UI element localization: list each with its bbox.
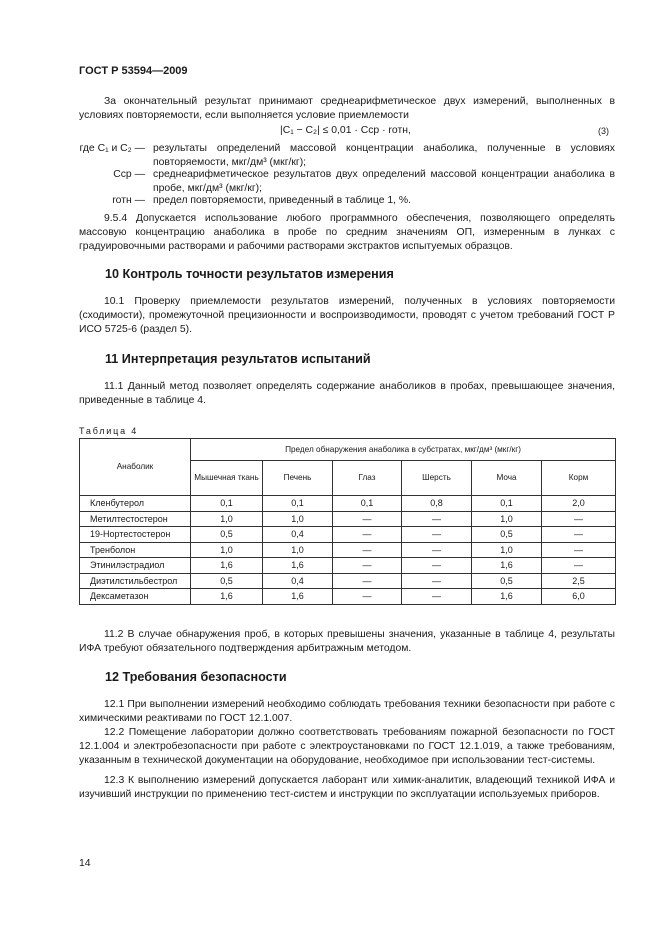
table-cell: — (542, 542, 616, 558)
column-header: Моча (472, 461, 542, 496)
table-cell: — (542, 527, 616, 543)
paragraph-10-1: 10.1 Проверку приемлемости результатов измерений, полученных в условиях повторяемости (сходимости), промежуточной прецизионности и воспроизводимости, проводят с учетом требований ГОСТ Р ИСО 5725-6 (раздел 5). (79, 296, 615, 336)
table-cell: 1,6 (472, 589, 542, 605)
table-cell: 1,0 (263, 542, 333, 558)
where-text: предел повторяемости, приведенный в таблице 1, %. (153, 195, 412, 206)
formula: |C₁ − C₂| ≤ 0,01 · Cср · rотн, (280, 125, 411, 136)
table-cell: — (542, 511, 616, 527)
table-cell: — (542, 558, 616, 574)
table-row (80, 573, 616, 589)
table-cell: 1,0 (191, 511, 263, 527)
anabolic-name: Дексаметазон (80, 589, 191, 605)
table-cell: 0,1 (333, 496, 402, 512)
document-header: ГОСТ Р 53594—2009 (79, 65, 188, 77)
table-cell: 6,0 (542, 589, 616, 605)
table-caption: Таблица 4 (79, 426, 138, 436)
paragraph-9-5-4: 9.5.4 Допускается использование любого программного обеспечения, позволяющего определять массовую концентрацию анаболика в пробе по средним значениям ОП, измеренным в лунках с градуировочными растворами и рабочими растворами экстрактов испытуемых образцов. (79, 213, 615, 253)
formula-number: (3) (598, 126, 609, 136)
table-cell: 1,0 (472, 542, 542, 558)
anabolic-name: Кленбутерол (80, 496, 191, 512)
table-cell: 1,6 (191, 589, 263, 605)
anabolic-name: 19-Нортестостерон (80, 527, 191, 543)
table-cell: 2,0 (542, 496, 616, 512)
paragraph-12-3: 12.3 К выполнению измерений допускается лаборант или химик-аналитик, владеющий техникой ИФА и изучивший инструкции по применению тест-систем и инструкции по эксплуатации используемых приборов. (79, 775, 615, 801)
table-cell: — (402, 573, 472, 589)
table-cell: — (333, 527, 402, 543)
table-cell: — (402, 542, 472, 558)
detection-limits-table (79, 438, 616, 605)
anabolic-name: Метилтестостерон (80, 511, 191, 527)
section-12-title: 12 Требования безопасности (105, 670, 287, 684)
table-cell: 0,8 (402, 496, 472, 512)
table-cell: 1,0 (472, 511, 542, 527)
group-header: Предел обнаружения анаболика в субстратах, мкг/дм³ (мкг/кг) (191, 439, 616, 461)
where-text: среднеарифметическое результатов двух определений массовой концентрации анаболика в пробе, мкг/дм³ (мкг/кг); (153, 169, 615, 195)
table-cell: — (402, 558, 472, 574)
table-row (80, 527, 616, 543)
table-cell: — (333, 558, 402, 574)
table-cell: 1,6 (263, 558, 333, 574)
paragraph-intro: За окончательный результат принимают среднеарифметическое двух измерений, выполненных в условиях повторяемости, если выполняется условие приемлемости (79, 96, 615, 122)
table-row (80, 542, 616, 558)
column-header: Мышечная ткань (191, 461, 263, 496)
table-cell: 1,6 (191, 558, 263, 574)
table-row (80, 496, 616, 512)
table-cell: 0,5 (191, 527, 263, 543)
where-symbol: где C₁ и C₂ — (79, 143, 145, 154)
table-cell: — (333, 573, 402, 589)
table-cell: — (402, 511, 472, 527)
table-cell: 1,6 (263, 589, 333, 605)
anabolic-name: Тренболон (80, 542, 191, 558)
section-11-title: 11 Интерпретация результатов испытаний (105, 352, 371, 366)
paragraph-12-2: 12.2 Помещение лаборатории должно соответствовать требованиям пожарной безопасности по ГОСТ 12.1.004 и электробезопасности при работе с электроустановками по ГОСТ 12.1.019, а также требованиям, указанным в технической документации на оборудование, необходимое при использовании тест-системы. (79, 727, 615, 767)
paragraph-11-1: 11.1 Данный метод позволяет определять содержание анаболиков в пробах, превышающее значения, приведенные в таблице 4. (79, 381, 615, 407)
page-number: 14 (79, 858, 91, 869)
table-cell: 0,5 (191, 573, 263, 589)
where-symbol: Cср — (113, 169, 145, 180)
table-row (80, 511, 616, 527)
column-header: Печень (263, 461, 333, 496)
where-text: результаты определений массовой концентрации анаболика, полученные в условиях повторяемости, мкг/дм³ (мкг/кг); (153, 143, 615, 169)
table-cell: 0,4 (263, 527, 333, 543)
table-cell: 0,1 (472, 496, 542, 512)
table-cell: 1,6 (472, 558, 542, 574)
paragraph-11-2: 11.2 В случае обнаружения проб, в которых превышены значения, указанные в таблице 4, результаты ИФА требуют обязательного подтверждения арбитражным методом. (79, 629, 615, 655)
table-cell: 0,5 (472, 573, 542, 589)
section-10-title: 10 Контроль точности результатов измерения (105, 267, 394, 281)
table-cell: — (402, 589, 472, 605)
where-symbol: rотн — (112, 195, 145, 206)
anabolic-name: Этинилэстрадиол (80, 558, 191, 574)
table-cell: 2,5 (542, 573, 616, 589)
table-cell: 0,1 (191, 496, 263, 512)
table-cell: 0,5 (472, 527, 542, 543)
column-header: Корм (542, 461, 616, 496)
column-header-anabolic: Анаболик (80, 439, 191, 496)
table-cell: — (333, 589, 402, 605)
table-row (80, 558, 616, 574)
table-cell: 0,4 (263, 573, 333, 589)
paragraph-12-1: 12.1 При выполнении измерений необходимо соблюдать требования техники безопасности при работе с химическими реактивами по ГОСТ 12.1.007. (79, 699, 615, 725)
column-header: Глаз (333, 461, 402, 496)
column-header: Шерсть (402, 461, 472, 496)
table-cell: 1,0 (263, 511, 333, 527)
table-cell: — (333, 511, 402, 527)
table-cell: — (333, 542, 402, 558)
table-cell: — (402, 527, 472, 543)
table-cell: 0,1 (263, 496, 333, 512)
table-cell: 1,0 (191, 542, 263, 558)
table-row (80, 589, 616, 605)
anabolic-name: Диэтилстильбестрол (80, 573, 191, 589)
